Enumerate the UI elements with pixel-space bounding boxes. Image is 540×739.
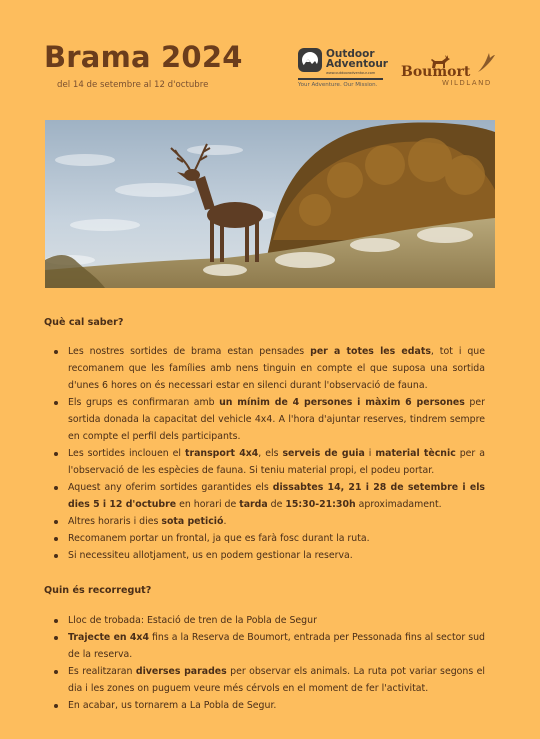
bold-text: dissabtes 14, 21 i 28 de setembre i els dies 5 i 12 d'octubre [68, 482, 485, 510]
text-run: , tot i que recomanem que les famílies amb nens tinguin en compte el que suposa una sortida d'unes 6 hores on és necessari estar en silenci durant l'observació de fauna. [68, 346, 485, 391]
outdoor-logo-url: www.outdooradventour.com [326, 71, 376, 75]
route-list [49, 612, 485, 714]
bold-text: serveis de guia [282, 448, 365, 459]
outdoor-logo-name-line1: Outdoor [326, 48, 375, 60]
text-run: Aquest any oferim sortides garantides els [68, 482, 273, 493]
text-run: fins a la Reserva de Boumort, entrada per Pessonada fins al sector sud de la reserva. [68, 632, 485, 660]
text-run: per a l'observació de les espècies de fauna. Si teniu material propi, el podeu portar. [68, 448, 485, 476]
list-item [49, 394, 485, 445]
bold-text: diverses parades [135, 666, 227, 677]
list-item [49, 530, 485, 547]
boumort-wildland-logo[interactable] [398, 52, 498, 92]
bold-text: tarda [239, 499, 268, 510]
list-item [49, 479, 485, 513]
list-item [49, 663, 485, 697]
list-item [49, 547, 485, 564]
section-title-route: Quin és recorregut? [44, 585, 152, 596]
boumort-logo-name: Boumort [401, 64, 471, 80]
bold-text: per a totes les edats [310, 346, 431, 357]
outdoor-logo-name-line2: Adventour [326, 58, 388, 70]
text-run: Si necessiteu allotjament, us en podem gestionar la reserva. [68, 550, 353, 561]
text-run: per sortida donada la capacitat del vehicle 4x4. A l'hora d'ajuntar reserves, tindrem sempre en compte el perfil dels participants. [68, 397, 485, 442]
red-deer-stag-photo [45, 120, 495, 288]
text-run: , els [258, 448, 283, 459]
text-run: Recomanem portar un frontal, ja que es farà fosc durant la ruta. [68, 533, 370, 544]
bold-text: un mínim de 4 persones i màxim 6 persones [219, 397, 465, 408]
list-item [49, 629, 485, 663]
boumort-logo-subtitle: WILDLAND [442, 79, 492, 87]
outdoor-logo-divider [298, 78, 383, 80]
outdoor-logo-tagline: Your Adventure. Our Mission. [298, 82, 378, 88]
list-item [49, 697, 485, 714]
header [0, 0, 540, 110]
text-run: Les sortides inclouen el [68, 448, 185, 459]
bird-icon [476, 52, 496, 74]
list-item [49, 513, 485, 530]
text-run: Les nostres sortides de brama estan pensades [68, 346, 311, 357]
bold-text: transport 4x4 [185, 448, 259, 459]
text-run: en horari de [176, 499, 240, 510]
text-run: aproximadament. [355, 499, 442, 510]
page-title: Brama 2024 [44, 40, 243, 74]
what-to-know-list [49, 343, 485, 564]
date-range-subtitle: del 14 de setembre al 12 d'octubre [57, 80, 209, 90]
text-run: Els grups es confirmaran amb [68, 397, 220, 408]
bold-text: 15:30-21:30h [285, 499, 356, 510]
text-run: per observar els animals. La ruta pot variar segons el dia i les zones on puguem veure més cérvols en el moment de fer l'activitat. [68, 666, 485, 694]
list-item [49, 612, 485, 629]
text-run: de [267, 499, 286, 510]
bold-text: Trajecte en 4x4 [68, 632, 149, 643]
bold-text: sota petició [161, 516, 224, 527]
section-title-what-to-know: Què cal saber? [44, 317, 124, 328]
list-item [49, 343, 485, 394]
text-run: . [223, 516, 227, 527]
list-item [49, 445, 485, 479]
text-run: Lloc de trobada: Estació de tren de la Pobla de Segur [68, 615, 317, 626]
bold-text: material tècnic [375, 448, 456, 459]
mountain-icon [298, 48, 322, 72]
text-run: En acabar, us tornarem a La Pobla de Segur. [68, 700, 277, 711]
outdoor-adventour-logo[interactable] [298, 48, 388, 92]
text-run: Altres horaris i dies [68, 516, 162, 527]
hero-photo [45, 120, 495, 288]
text-run: Es realitzaran [68, 666, 136, 677]
text-run: i [364, 448, 376, 459]
